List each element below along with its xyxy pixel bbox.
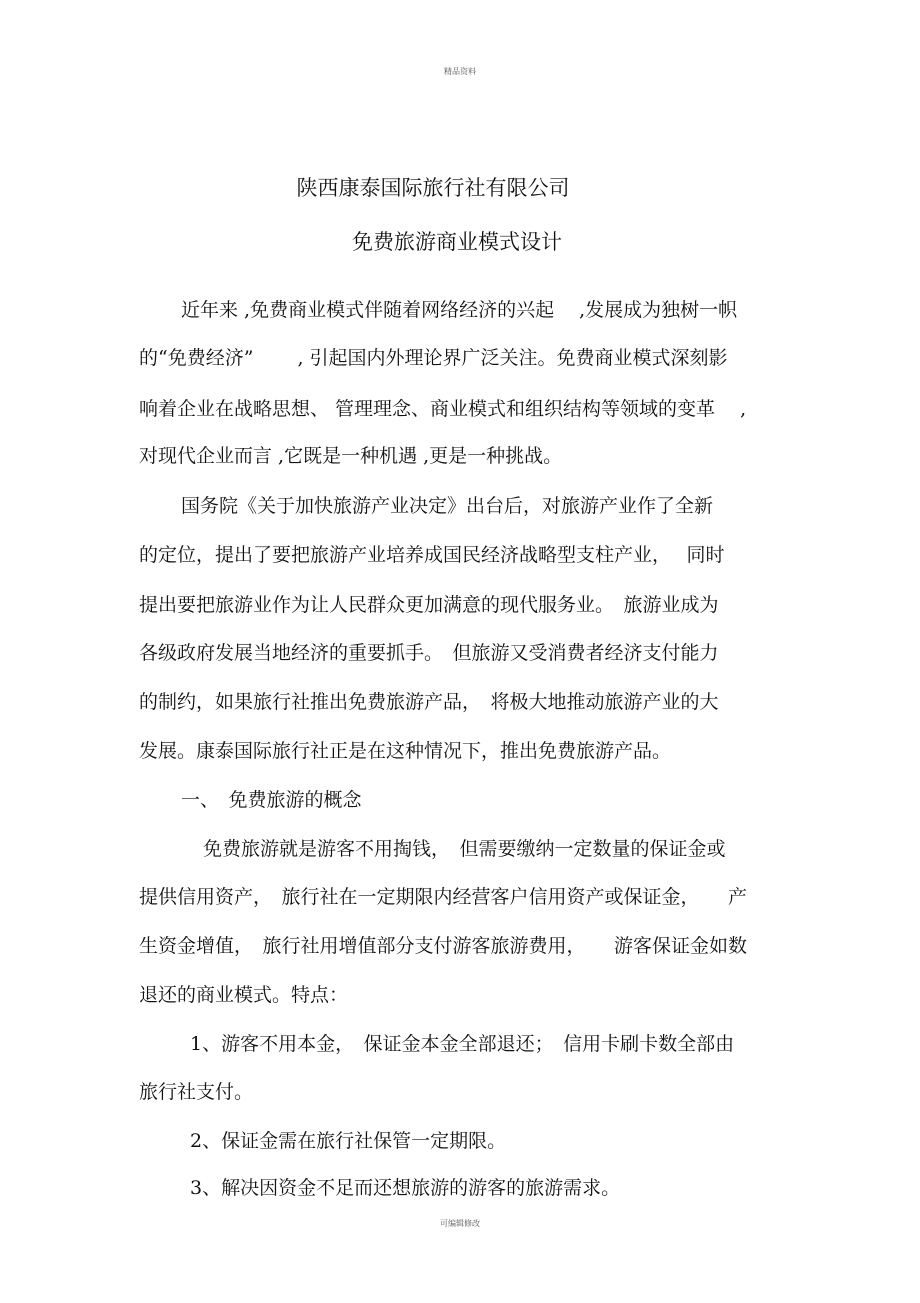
document-title-subject: 免费旅游商业模式设计	[352, 230, 562, 254]
paragraph-line: 响着企业在战略思想、 管理理念、商业模式和组织结构等领域的变革 ,	[139, 398, 747, 420]
list-item: 3、解决因资金不足而还想旅游的游客的旅游需求。	[190, 1177, 621, 1199]
paragraph-line: 的“免费经济” , 引起国内外理论界广泛关注。免费商业模式深刻影	[139, 347, 728, 369]
header-watermark: 精品资料	[444, 67, 476, 76]
paragraph-line: 发展。康泰国际旅行社正是在这种情况下，推出免费旅游产品。	[139, 740, 672, 762]
paragraph-line: 退还的商业模式。特点：	[139, 984, 349, 1006]
document-title-company: 陕西康泰国际旅行社有限公司	[296, 176, 570, 200]
paragraph-line: 各级政府发展当地经济的重要抓手。 但旅游又受消费者经济支付能力	[139, 642, 719, 664]
list-item: 1、游客不用本金， 保证金本金全部退还； 信用卡刷卡数全部由	[190, 1033, 735, 1055]
list-item-continuation: 旅行社支付。	[139, 1081, 254, 1103]
paragraph-line: 近年来 ,免费商业模式伴随着网络经济的兴起 ,发展成为独树一帜	[181, 299, 738, 321]
footer-watermark: 可编辑修改	[440, 1219, 480, 1228]
paragraph-line: 的制约，如果旅行社推出免费旅游产品， 将极大地推动旅游产业的大	[139, 691, 719, 713]
paragraph-line: 国务院《关于加快旅游产业决定》出台后，对旅游产业作了全新	[181, 495, 714, 517]
paragraph-line: 提供信用资产， 旅行社在一定期限内经营客户信用资产或保证金， 产	[139, 886, 748, 908]
paragraph-line: 提出要把旅游业作为让人民群众更加满意的现代服务业。 旅游业成为	[139, 594, 719, 616]
list-item: 2、保证金需在旅行社保管一定期限。	[190, 1130, 507, 1152]
paragraph-line: 生资金增值， 旅行社用增值部分支付游客旅游费用， 游客保证金如数	[139, 935, 748, 957]
section-heading: 一、 免费旅游的概念	[181, 789, 362, 811]
paragraph-line: 的定位，提出了要把旅游产业培养成国民经济战略型支柱产业， 同时	[139, 544, 725, 566]
paragraph-line: 免费旅游就是游客不用掏钱， 但需要缴纳一定数量的保证金或	[203, 838, 726, 860]
paragraph-line: 对现代企业而言 ,它既是一种机遇 ,更是一种挑战。	[139, 445, 563, 467]
